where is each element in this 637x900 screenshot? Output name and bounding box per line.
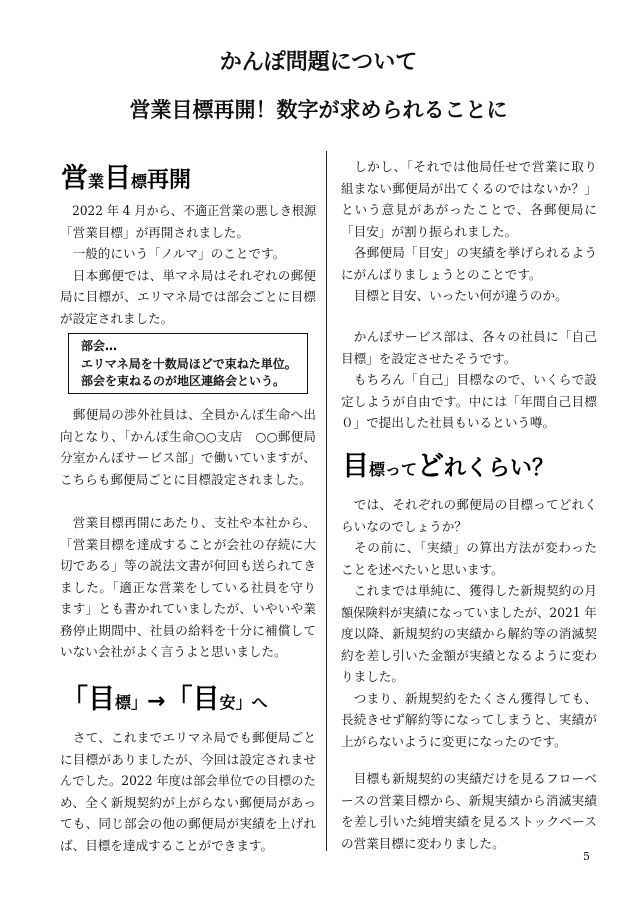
article-text bbox=[60, 727, 316, 856]
text-line: いない会社がよく言うよと思いました。 bbox=[60, 644, 287, 659]
text-line: 分室かんぽサービス部」で働いていますが、 bbox=[60, 450, 316, 465]
text-line: 額保険料が実績になっていましたが、2021 年 bbox=[341, 604, 597, 620]
paragraph bbox=[341, 688, 597, 753]
text-line: の営業目標に変わりました。 bbox=[341, 835, 505, 851]
paragraph bbox=[60, 265, 316, 330]
text-line: さて、これまでエリマネ局でも郵便局ごと bbox=[60, 730, 316, 745]
page-title: かんぽ問題について bbox=[219, 50, 418, 75]
text-line: め、全く新規契約が上がらない郵便局があっ bbox=[60, 794, 316, 810]
text-line: 目標」を設定させたそうです。 bbox=[341, 350, 517, 366]
text-line: その前に、「実績」の算出方法が変わった bbox=[341, 540, 597, 555]
text-line: 組まない郵便局が出てくるのではないか？」 bbox=[341, 180, 597, 196]
section-heading-goal-resumed bbox=[61, 162, 191, 196]
paragraph bbox=[341, 580, 597, 688]
text-line: では、それぞれの郵便局の目標ってどれく bbox=[341, 497, 597, 512]
heading-part: 目 bbox=[88, 684, 115, 715]
heading-part: れくらい？ bbox=[444, 456, 555, 481]
text-line: かんぽサービス部は、各々の社員に「自己 bbox=[341, 329, 597, 344]
text-line: 上がらないように変更になったのです。 bbox=[341, 733, 567, 749]
text-line: 目標と目安、いったい何が違うのか。 bbox=[341, 288, 568, 303]
paragraph bbox=[341, 768, 597, 854]
text-line: 長続きせず解約等になってしまうと、実績が bbox=[341, 712, 597, 727]
section-heading-how-much bbox=[342, 450, 554, 484]
heading-part: 安」 bbox=[219, 693, 252, 712]
heading-part: 目 bbox=[104, 163, 132, 194]
left-column bbox=[60, 0, 318, 900]
text-line: 目標も新規契約の実績だけを見るフローベ bbox=[341, 771, 597, 786]
article-text bbox=[341, 326, 597, 434]
text-line: しかし、「それでは他局任せで営業に取り bbox=[341, 159, 597, 174]
article-text bbox=[60, 404, 316, 490]
article-text bbox=[60, 512, 316, 663]
heading-part: 標って bbox=[369, 460, 418, 479]
article-text bbox=[341, 494, 597, 752]
paragraph bbox=[60, 512, 316, 663]
text-line: 度以降、新規契約の実績から解約等の消滅契 bbox=[341, 626, 597, 641]
text-line: 2022 年 4 月から、不適正営業の悪しき根源 bbox=[60, 203, 317, 218]
text-line: こちらも郵便局ごとに目標設定されました。 bbox=[60, 471, 312, 487]
text-line: が設定されました。 bbox=[60, 310, 174, 326]
paragraph bbox=[60, 727, 316, 856]
heading-part: 業 bbox=[88, 172, 105, 191]
text-line: という意見があがったことで、各郵便局に bbox=[341, 202, 597, 217]
paragraph bbox=[341, 369, 597, 434]
paragraph bbox=[60, 243, 316, 265]
text-line: に目標がありましたが、今回は設定されませ bbox=[60, 751, 316, 767]
text-line: 日本郵便では、単マネ局はそれぞれの郵便 bbox=[60, 267, 316, 283]
text-line: これまでは単純に、獲得した新規契約の月 bbox=[341, 583, 597, 598]
heading-part: 「 bbox=[61, 684, 88, 715]
paragraph bbox=[341, 156, 597, 242]
article-text bbox=[341, 156, 597, 307]
text-line: もちろん「自己」目標なので、いくらで設 bbox=[341, 372, 597, 387]
paragraph bbox=[341, 494, 597, 537]
heading-part: 目 bbox=[192, 684, 220, 715]
article-text bbox=[341, 768, 597, 854]
right-column bbox=[341, 0, 599, 900]
text-line: んでした。2022 年度は部会単位での目標のた bbox=[60, 773, 316, 788]
text-line: 各郵便局「目安」の実績を挙げられるよう bbox=[341, 245, 597, 260]
heading-part: へ bbox=[251, 693, 268, 712]
page-number: 5 bbox=[583, 850, 590, 863]
paragraph bbox=[341, 537, 597, 580]
definition-box bbox=[68, 333, 308, 394]
text-line: らいなのでしょうか？ bbox=[341, 518, 467, 534]
heading-part: 標 bbox=[131, 172, 148, 191]
text-line: 向となり、「かんぽ生命○○支店 ○○郵便局 bbox=[60, 428, 316, 444]
heading-part: 標」 bbox=[115, 693, 148, 712]
text-line: ても、同じ部会の他の郵便局が実績を上げれ bbox=[60, 816, 316, 831]
heading-part: 目 bbox=[342, 451, 369, 482]
heading-part: 再開 bbox=[147, 168, 192, 193]
paragraph bbox=[60, 404, 316, 490]
definition-line: 部会を束ねるのが地区連絡会という。 bbox=[81, 374, 286, 388]
paragraph bbox=[60, 200, 316, 243]
column-divider bbox=[326, 151, 327, 851]
text-line: 「営業目標」が再開されました。 bbox=[60, 224, 249, 240]
article-text bbox=[60, 200, 316, 329]
text-line: 一般的にいう「ノルマ」のことです。 bbox=[60, 246, 286, 261]
paragraph bbox=[341, 285, 597, 307]
text-line: ０」で提出した社員もいるという噂。 bbox=[341, 415, 556, 430]
definition-line: 部会… bbox=[81, 339, 118, 353]
text-line: つまり、新規契約をたくさん獲得しても、 bbox=[341, 690, 597, 706]
page-subtitle: 営業目標再開！数字が求められることに bbox=[129, 98, 508, 122]
text-line: ースの営業目標から、新規実績から消滅実績 bbox=[341, 792, 597, 808]
text-line: ます」とも書かれていましたが、いやいや業 bbox=[60, 601, 316, 616]
text-line: 局に目標が、エリマネ局では部会ごとに目標 bbox=[60, 289, 316, 304]
paragraph bbox=[341, 326, 597, 369]
text-line: 営業目標再開にあたり、支社や本社から、 bbox=[60, 515, 316, 530]
paragraph bbox=[341, 242, 597, 285]
section-heading-target-to-guideline bbox=[61, 683, 267, 717]
heading-part: → bbox=[147, 689, 166, 714]
heading-part: 「 bbox=[165, 684, 193, 715]
text-line: ました。「適正な営業をしている社員を守り bbox=[60, 579, 316, 595]
text-line: 定しようが自由です。中には「年間自己目標 bbox=[341, 393, 597, 409]
text-line: 約を差し引いた金額が実績となるように変わ bbox=[341, 647, 597, 663]
text-line: 「営業目標を達成することが会社の存続に大 bbox=[60, 536, 316, 552]
text-line: ば、目標を達成することができます。 bbox=[60, 837, 274, 853]
heading-part: ど bbox=[417, 451, 445, 482]
text-line: ことを述べたいと思います。 bbox=[341, 561, 504, 577]
heading-part: 営 bbox=[61, 163, 88, 194]
text-line: 務停止期間中、社員の給料を十分に補償して bbox=[60, 622, 316, 638]
text-line: にがんばりましょうとのことです。 bbox=[341, 266, 542, 282]
definition-line: エリマネ局を十数局ほどで束ねた単位。 bbox=[81, 356, 297, 371]
text-line: 切である」等の説法文書が何回も送られてき bbox=[60, 558, 316, 573]
text-line: 「目安」が割り振られました。 bbox=[341, 223, 518, 239]
text-line: を差し引いた純増実績を見るストックベース bbox=[341, 814, 597, 829]
text-line: りました。 bbox=[341, 669, 404, 684]
text-line: 郵便局の渉外社員は、全員かんぽ生命へ出 bbox=[60, 407, 316, 422]
